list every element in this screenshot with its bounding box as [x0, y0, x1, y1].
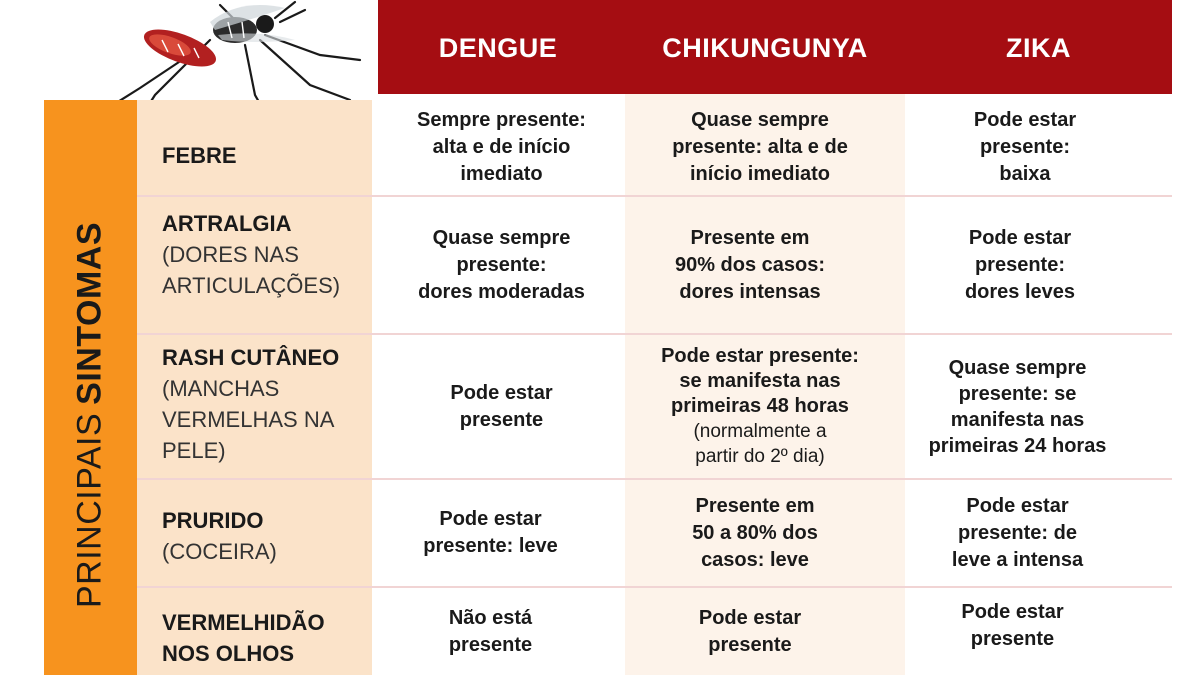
cell-dengue-vermelhidao — [378, 588, 603, 675]
cell-main: Quase sempre presente: alta e de início imediato — [672, 109, 848, 185]
cell-chikungunya-rash — [625, 335, 895, 478]
cell-note: (normalmente a partir do 2º dia) — [693, 421, 827, 467]
symptom-name: PRURIDO — [162, 508, 264, 533]
symptom-name: FEBRE — [162, 143, 237, 168]
side-label-light: PRINCIPAIS — [70, 412, 109, 609]
symptom-name: RASH CUTÂNEO — [162, 345, 340, 370]
cell-dengue-artralgia — [378, 197, 625, 333]
symptom-vermelhidao — [162, 607, 362, 669]
cell-main: Sempre presente: alta e de início imediato — [417, 109, 586, 185]
symptom-febre — [162, 140, 362, 171]
cell-chikungunya-vermelhidao — [625, 588, 875, 675]
cell-main: Pode estar presente — [450, 381, 553, 431]
symptom-desc: (COCEIRA) — [162, 539, 277, 564]
symptom-rash-cutaneo — [162, 342, 362, 466]
cell-main: Quase sempre presente: se manifesta nas primeiras 24 horas — [928, 356, 1107, 457]
cell-chikungunya-febre — [625, 100, 895, 195]
cell-dengue-rash — [378, 335, 625, 478]
symptom-artralgia — [162, 208, 362, 301]
cell-zika-rash — [905, 335, 1130, 478]
side-label — [71, 222, 110, 608]
column-header-dengue: DENGUE — [438, 33, 558, 63]
cell-main: Não está presente — [448, 606, 533, 656]
cell-chikungunya-artralgia — [625, 197, 875, 333]
cell-main: Pode estar presente — [961, 600, 1064, 650]
cell-zika-prurido — [905, 480, 1130, 586]
cell-main: Pode estar presente: baixa — [973, 109, 1077, 185]
symptom-desc: (MANCHAS VERMELHAS NA PELE) — [162, 376, 335, 463]
cell-main: Pode estar presente: de leve a intensa — [951, 494, 1084, 571]
symptom-name: VERMELHIDÃO NOS OLHOS — [162, 610, 325, 666]
symptom-prurido — [162, 505, 362, 567]
symptom-name: ARTRALGIA — [162, 211, 292, 236]
cell-dengue-prurido — [378, 480, 603, 586]
symptom-desc: (DORES NAS ARTICULAÇÕES) — [162, 242, 341, 298]
cell-zika-febre — [905, 100, 1145, 195]
side-label-bold: SINTOMAS — [70, 221, 109, 405]
cell-zika-vermelhidao — [905, 588, 1120, 663]
cell-main: Pode estar presente: dores leves — [964, 226, 1076, 303]
cell-main: Pode estar presente: leve — [423, 508, 558, 557]
cell-zika-artralgia — [905, 197, 1135, 333]
cell-chikungunya-prurido — [625, 480, 885, 586]
cell-main: Presente em 50 a 80% dos casos: leve — [692, 494, 818, 571]
column-header-zika: ZIKA — [1006, 33, 1071, 63]
cell-dengue-febre — [378, 100, 625, 195]
cell-main: Pode estar presente: se manifesta nas primeiras 48 horas — [661, 345, 859, 417]
cell-main: Quase sempre presente: dores moderadas — [418, 226, 585, 303]
column-header-chikungunya: CHIKUNGUNYA — [662, 33, 868, 63]
cell-main: Presente em 90% dos casos: dores intensas — [674, 226, 826, 303]
cell-main: Pode estar presente — [698, 606, 802, 656]
